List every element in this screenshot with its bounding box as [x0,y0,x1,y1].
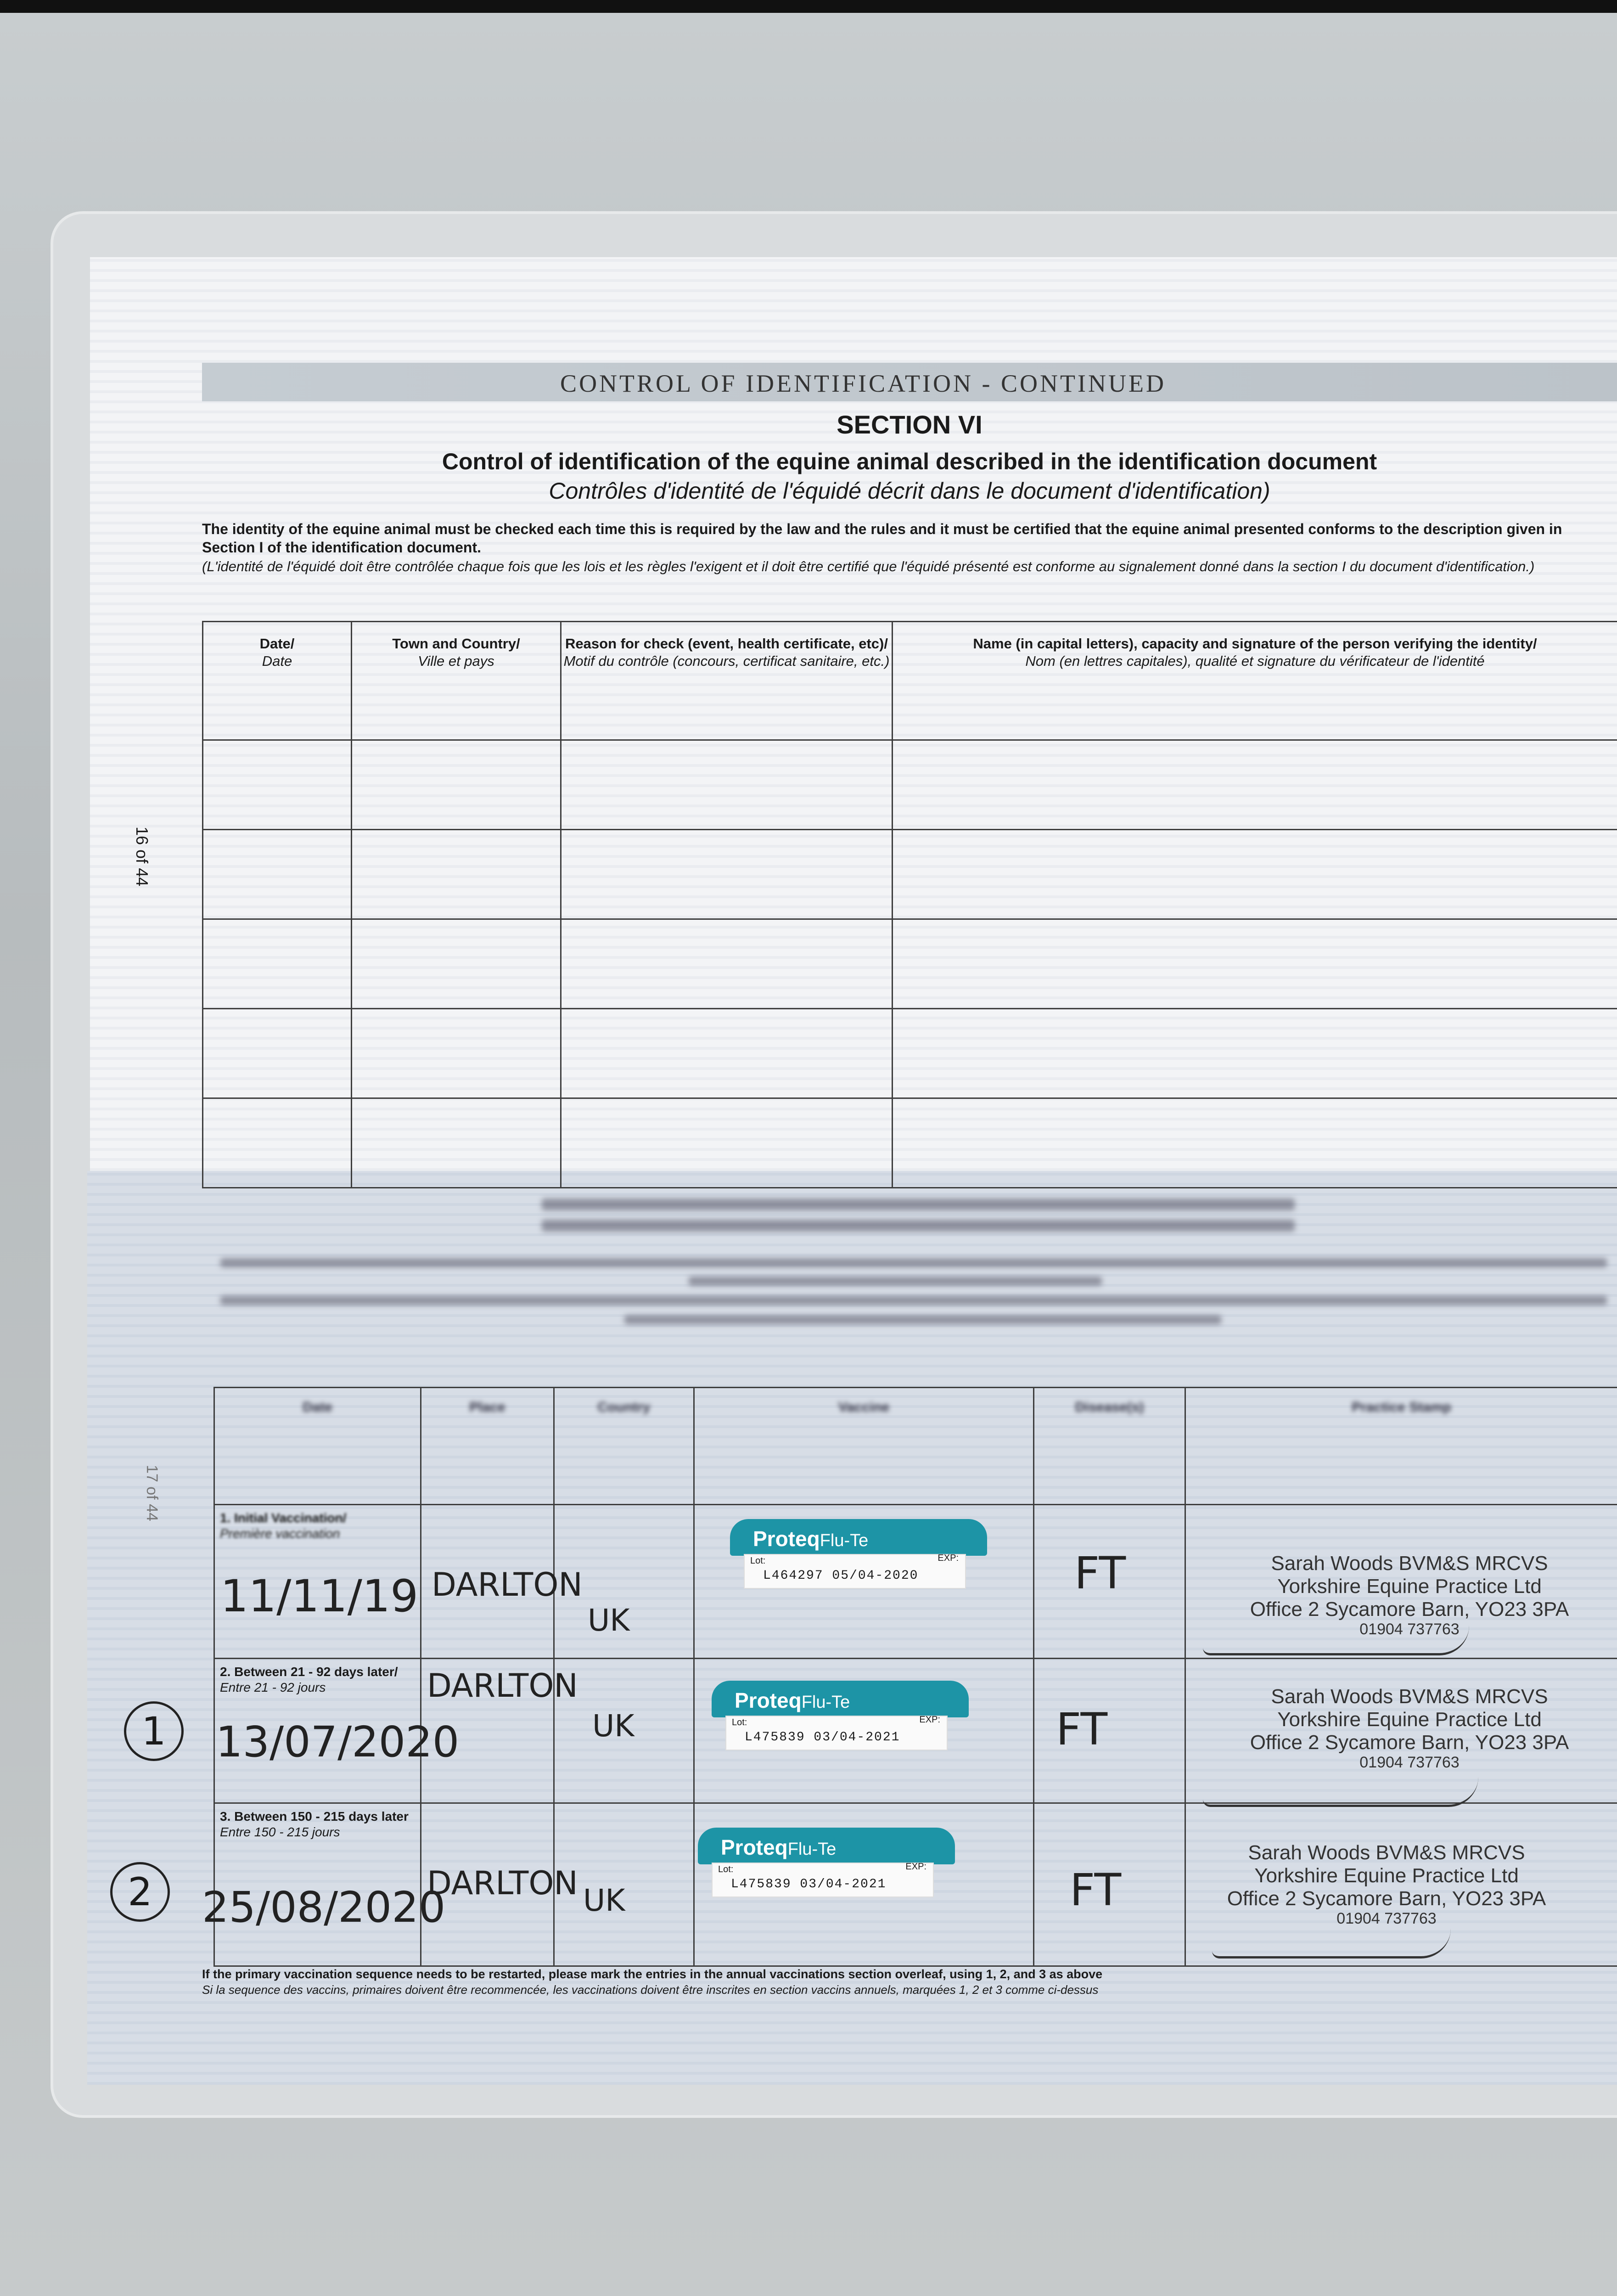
vet-signature [1203,1777,1478,1807]
cell[interactable] [203,919,352,1009]
blurred-vaccination-heading [211,1194,1616,1368]
hand-disease: FT [1074,1548,1126,1599]
intro-french: (L'identité de l'équidé doit être contrôlée chaque fois que les lois et les règles l'exigent et il doit être certifié que l'équidé présenté est conforme au signalement donné dans la section I du document d'identification.) [202,558,1535,574]
cell[interactable] [561,919,893,1009]
vaccine-sticker: ProteqFlu-Te Lot: EXP: L464297 05/04-2020 [730,1519,987,1588]
blurred-header: Vaccine [694,1388,1034,1505]
cell[interactable] [203,830,352,919]
cell[interactable] [893,919,1617,1009]
cell[interactable] [203,740,352,830]
page-number-upper: 16 of 44 [133,827,152,887]
cell[interactable] [352,1009,561,1098]
identity-table-header [203,622,1617,740]
hand-place: DARLTON [427,1667,578,1705]
scan-top-edge [0,0,1617,13]
cell[interactable] [561,1098,893,1188]
identity-check-table [202,621,1617,1188]
blurred-header: Place [421,1388,554,1505]
table-row [203,919,1617,1009]
hand-date: 11/11/19 [220,1570,419,1622]
hand-place: DARLTON [432,1566,583,1604]
cell[interactable] [561,740,893,830]
vet-signature [1203,1626,1469,1655]
row-label-cell[interactable]: 1. Initial Vaccination/ Première vaccination [214,1505,421,1659]
section-band [202,363,1617,401]
cell[interactable] [893,740,1617,830]
blurred-header: Date [214,1388,421,1505]
hand-country: UK [583,1883,625,1918]
cell[interactable] [561,830,893,919]
cell[interactable] [203,1009,352,1098]
title-english: Control of identification of the equine animal described in the identification document [442,449,1377,474]
table-row [203,1009,1617,1098]
blurred-header: Disease(s) [1034,1388,1185,1505]
hand-disease: FT [1056,1704,1108,1755]
practice-stamp: Sarah Woods BVM&S MRCVS Yorkshire Equine Practice Ltd Office 2 Sycamore Barn, YO23 3PA 01904 737763 [1250,1685,1569,1771]
row-label-cell[interactable]: 3. Between 150 - 215 days later Entre 150 - 215 jours [214,1803,421,1966]
cell[interactable] [352,740,561,830]
footnote-english: If the primary vaccination sequence needs to be restarted, please mark the entries in the annual vaccinations section overleaf, using 1, 2, and 3 as above [202,1967,1103,1981]
col-date: Date/ Date [203,622,352,740]
restart-marker: 1 [124,1701,184,1761]
cell[interactable] [893,1009,1617,1098]
cell[interactable] [352,919,561,1009]
table-row [203,740,1617,830]
hand-disease: FT [1070,1864,1122,1916]
restart-marker: 2 [110,1862,170,1922]
cell[interactable] [893,830,1617,919]
practice-stamp: Sarah Woods BVM&S MRCVS Yorkshire Equine Practice Ltd Office 2 Sycamore Barn, YO23 3PA 01904 737763 [1250,1552,1569,1638]
cell[interactable] [352,830,561,919]
practice-stamp: Sarah Woods BVM&S MRCVS Yorkshire Equine Practice Ltd Office 2 Sycamore Barn, YO23 3PA 01904 737763 [1227,1841,1546,1927]
vaccination-table-header [214,1388,1617,1505]
col-verifier: Name (in capital letters), capacity and signature of the person verifying the identity/ Nom (en lettres capitales), qualité et signature du vérificateur de l'identité [893,622,1617,740]
blurred-header: Country [554,1388,694,1505]
title-french: Contrôles d'identité de l'équidé décrit dans le document d'identification) [549,478,1270,504]
col-reason: Reason for check (event, health certificate, etc)/ Motif du contrôle (concours, certificat sanitaire, etc.) [561,622,893,740]
footnote-french: Si la sequence des vaccins, primaires doivent être recommencée, les vaccinations doivent être inscrites en section vaccins annuels, marquées 1, 2 et 3 comme ci-dessus [202,1983,1099,1997]
section-number: SECTION VI [837,410,983,439]
hand-country: UK [588,1603,630,1638]
hand-date: 25/08/2020 [202,1883,446,1932]
cell[interactable] [561,1009,893,1098]
cell[interactable] [352,1098,561,1188]
hand-date: 13/07/2020 [216,1717,460,1767]
vaccine-sticker: ProteqFlu-Te Lot: EXP: L475839 03/04-2021 [712,1681,969,1750]
hand-place: DARLTON [427,1864,578,1902]
hand-country: UK [592,1708,634,1744]
page-number-lower: 17 of 44 [143,1465,161,1521]
row-label-cell[interactable]: 2. Between 21 - 92 days later/ Entre 21 - 92 jours [214,1659,421,1803]
vet-signature [1212,1929,1451,1958]
blurred-header: Practice Stamp [1185,1388,1617,1505]
table-row [203,1098,1617,1188]
section-band-title: CONTROL OF IDENTIFICATION - CONTINUED [560,370,1166,397]
table-row [203,830,1617,919]
intro-english: The identity of the equine animal must be checked each time this is required by the law and the rules and it must be certified that the equine animal presented conforms to the description given in Section I of the identification document. [202,521,1562,556]
vaccine-sticker: ProteqFlu-Te Lot: EXP: L475839 03/04-2021 [698,1828,955,1896]
cell[interactable] [203,1098,352,1188]
cell[interactable] [893,1098,1617,1188]
col-town-country: Town and Country/ Ville et pays [352,622,561,740]
